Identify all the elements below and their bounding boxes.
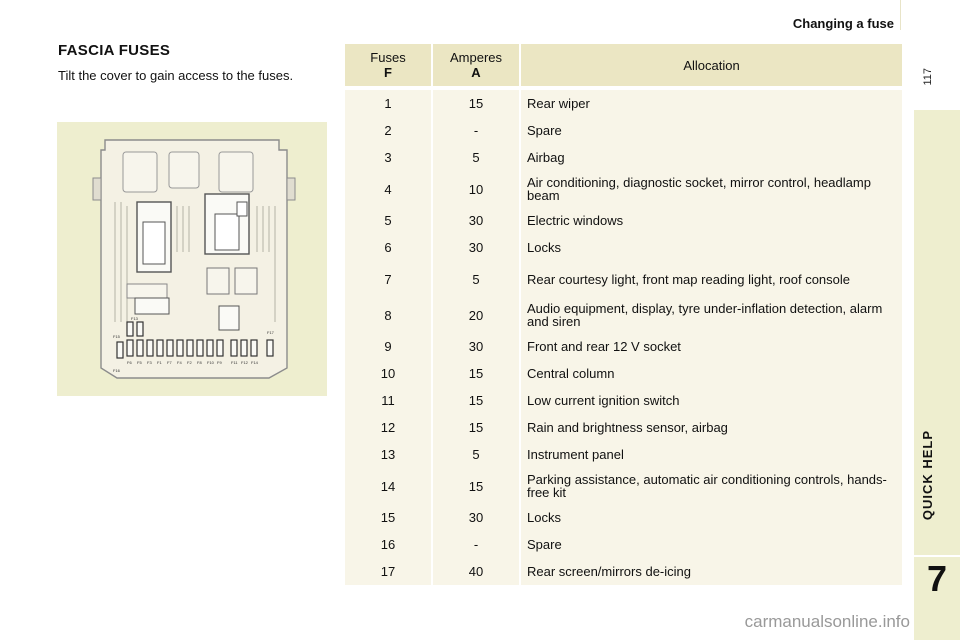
sidebar-divider (914, 555, 960, 557)
table-row (345, 261, 902, 297)
fuse-allocation: Airbag (521, 144, 902, 171)
table-row (345, 468, 902, 504)
fuse-amperes: 5 (433, 441, 521, 468)
fuse-amperes: 30 (433, 504, 521, 531)
header-amperes-label: Amperes (449, 50, 503, 65)
svg-text:F5: F5 (137, 360, 142, 365)
table-row (345, 333, 902, 360)
svg-text:F1: F1 (157, 360, 162, 365)
fuse-amperes: 30 (433, 234, 521, 261)
fuse-amperes: - (433, 117, 521, 144)
fuse-amperes: 15 (433, 414, 521, 441)
fuse-amperes: 15 (433, 90, 521, 117)
fuse-allocation: Spare (521, 531, 902, 558)
fuse-number: 13 (345, 441, 433, 468)
header-fuses (345, 44, 433, 86)
fuse-amperes: 30 (433, 207, 521, 234)
fuse-number: 14 (345, 468, 433, 504)
fuse-allocation: Rear screen/mirrors de-icing (521, 558, 902, 585)
svg-text:F6: F6 (127, 360, 132, 365)
table-row (345, 171, 902, 207)
table-row (345, 414, 902, 441)
svg-text:F11: F11 (231, 360, 238, 365)
svg-text:F3: F3 (147, 360, 152, 365)
fuse-allocation: Audio equipment, display, tyre under-inflation detection, alarm and siren (521, 297, 902, 333)
fuse-number: 2 (345, 117, 433, 144)
table-row (345, 117, 902, 144)
chapter-number: 7 (926, 558, 948, 599)
fuse-allocation: Rear courtesy light, front map reading light, roof console (521, 261, 902, 297)
watermark-text: carmanualsonline.info (744, 612, 910, 631)
fuse-number: 15 (345, 504, 433, 531)
fuse-allocation: Parking assistance, automatic air conditioning controls, hands-free kit (521, 468, 902, 504)
svg-text:F9: F9 (217, 360, 222, 365)
fuse-allocation: Front and rear 12 V socket (521, 333, 902, 360)
fuse-number: 8 (345, 297, 433, 333)
header-fuses-label: Fuses (370, 50, 406, 65)
header-rule (900, 0, 901, 30)
svg-text:F12: F12 (241, 360, 248, 365)
fuse-amperes: 10 (433, 171, 521, 207)
fuse-number: 6 (345, 234, 433, 261)
fuse-box-illustration (57, 122, 327, 396)
table-row (345, 387, 902, 414)
fuse-amperes: 30 (433, 333, 521, 360)
fuse-box-diagram (57, 122, 327, 396)
table-row (345, 441, 902, 468)
page-header-title: Changing a fuse (792, 16, 894, 31)
fuse-number: 9 (345, 333, 433, 360)
svg-text:F8: F8 (197, 360, 202, 365)
svg-text:F14: F14 (251, 360, 258, 365)
table-row (345, 531, 902, 558)
svg-text:F2: F2 (187, 360, 192, 365)
fuse-number: 16 (345, 531, 433, 558)
fuse-number: 1 (345, 90, 433, 117)
fuse-allocation: Rain and brightness sensor, airbag (521, 414, 902, 441)
fuse-allocation: Central column (521, 360, 902, 387)
fuse-number: 7 (345, 261, 433, 297)
fuse-allocation: Low current ignition switch (521, 387, 902, 414)
header-allocation: Allocation (521, 44, 902, 86)
fuse-number: 17 (345, 558, 433, 585)
table-row (345, 207, 902, 234)
section-intro-text: Tilt the cover to gain access to the fuses. (58, 68, 294, 83)
fuse-allocation-table (345, 44, 902, 585)
table-row (345, 360, 902, 387)
table-row (345, 504, 902, 531)
table-row (345, 558, 902, 585)
fuse-allocation: Locks (521, 504, 902, 531)
fuse-allocation: Locks (521, 234, 902, 261)
svg-text:F4: F4 (177, 360, 182, 365)
fuse-amperes: 15 (433, 387, 521, 414)
svg-text:F10: F10 (207, 360, 214, 365)
table-row (345, 234, 902, 261)
table-row (345, 90, 902, 117)
fuse-amperes: 5 (433, 261, 521, 297)
chapter-tab-label[interactable]: QUICK HELP (920, 430, 935, 521)
svg-text:F17: F17 (267, 330, 274, 335)
header-fuses-symbol: F (384, 65, 392, 80)
fuse-amperes: 15 (433, 360, 521, 387)
svg-text:F13: F13 (131, 316, 138, 321)
svg-text:F16: F16 (113, 368, 120, 373)
svg-text:F7: F7 (167, 360, 172, 365)
table-header-row (345, 44, 902, 86)
fuse-allocation: Spare (521, 117, 902, 144)
svg-text:F15: F15 (113, 334, 120, 339)
fuse-number: 12 (345, 414, 433, 441)
fuse-allocation: Electric windows (521, 207, 902, 234)
fuse-number: 3 (345, 144, 433, 171)
fuse-amperes: - (433, 531, 521, 558)
table-row (345, 297, 902, 333)
fuse-amperes: 15 (433, 468, 521, 504)
fuse-number: 11 (345, 387, 433, 414)
section-title: FASCIA FUSES (58, 42, 171, 59)
table-row (345, 144, 902, 171)
fuse-allocation: Rear wiper (521, 90, 902, 117)
fuse-number: 5 (345, 207, 433, 234)
fuse-allocation: Instrument panel (521, 441, 902, 468)
fuse-number: 4 (345, 171, 433, 207)
fuse-amperes: 20 (433, 297, 521, 333)
fuse-number: 10 (345, 360, 433, 387)
fuse-allocation: Air conditioning, diagnostic socket, mirror control, headlamp beam (521, 171, 902, 207)
header-amperes-symbol: A (471, 65, 481, 80)
fuse-amperes: 40 (433, 558, 521, 585)
page-number: 117 (922, 68, 934, 86)
header-amperes (433, 44, 521, 86)
fuse-amperes: 5 (433, 144, 521, 171)
